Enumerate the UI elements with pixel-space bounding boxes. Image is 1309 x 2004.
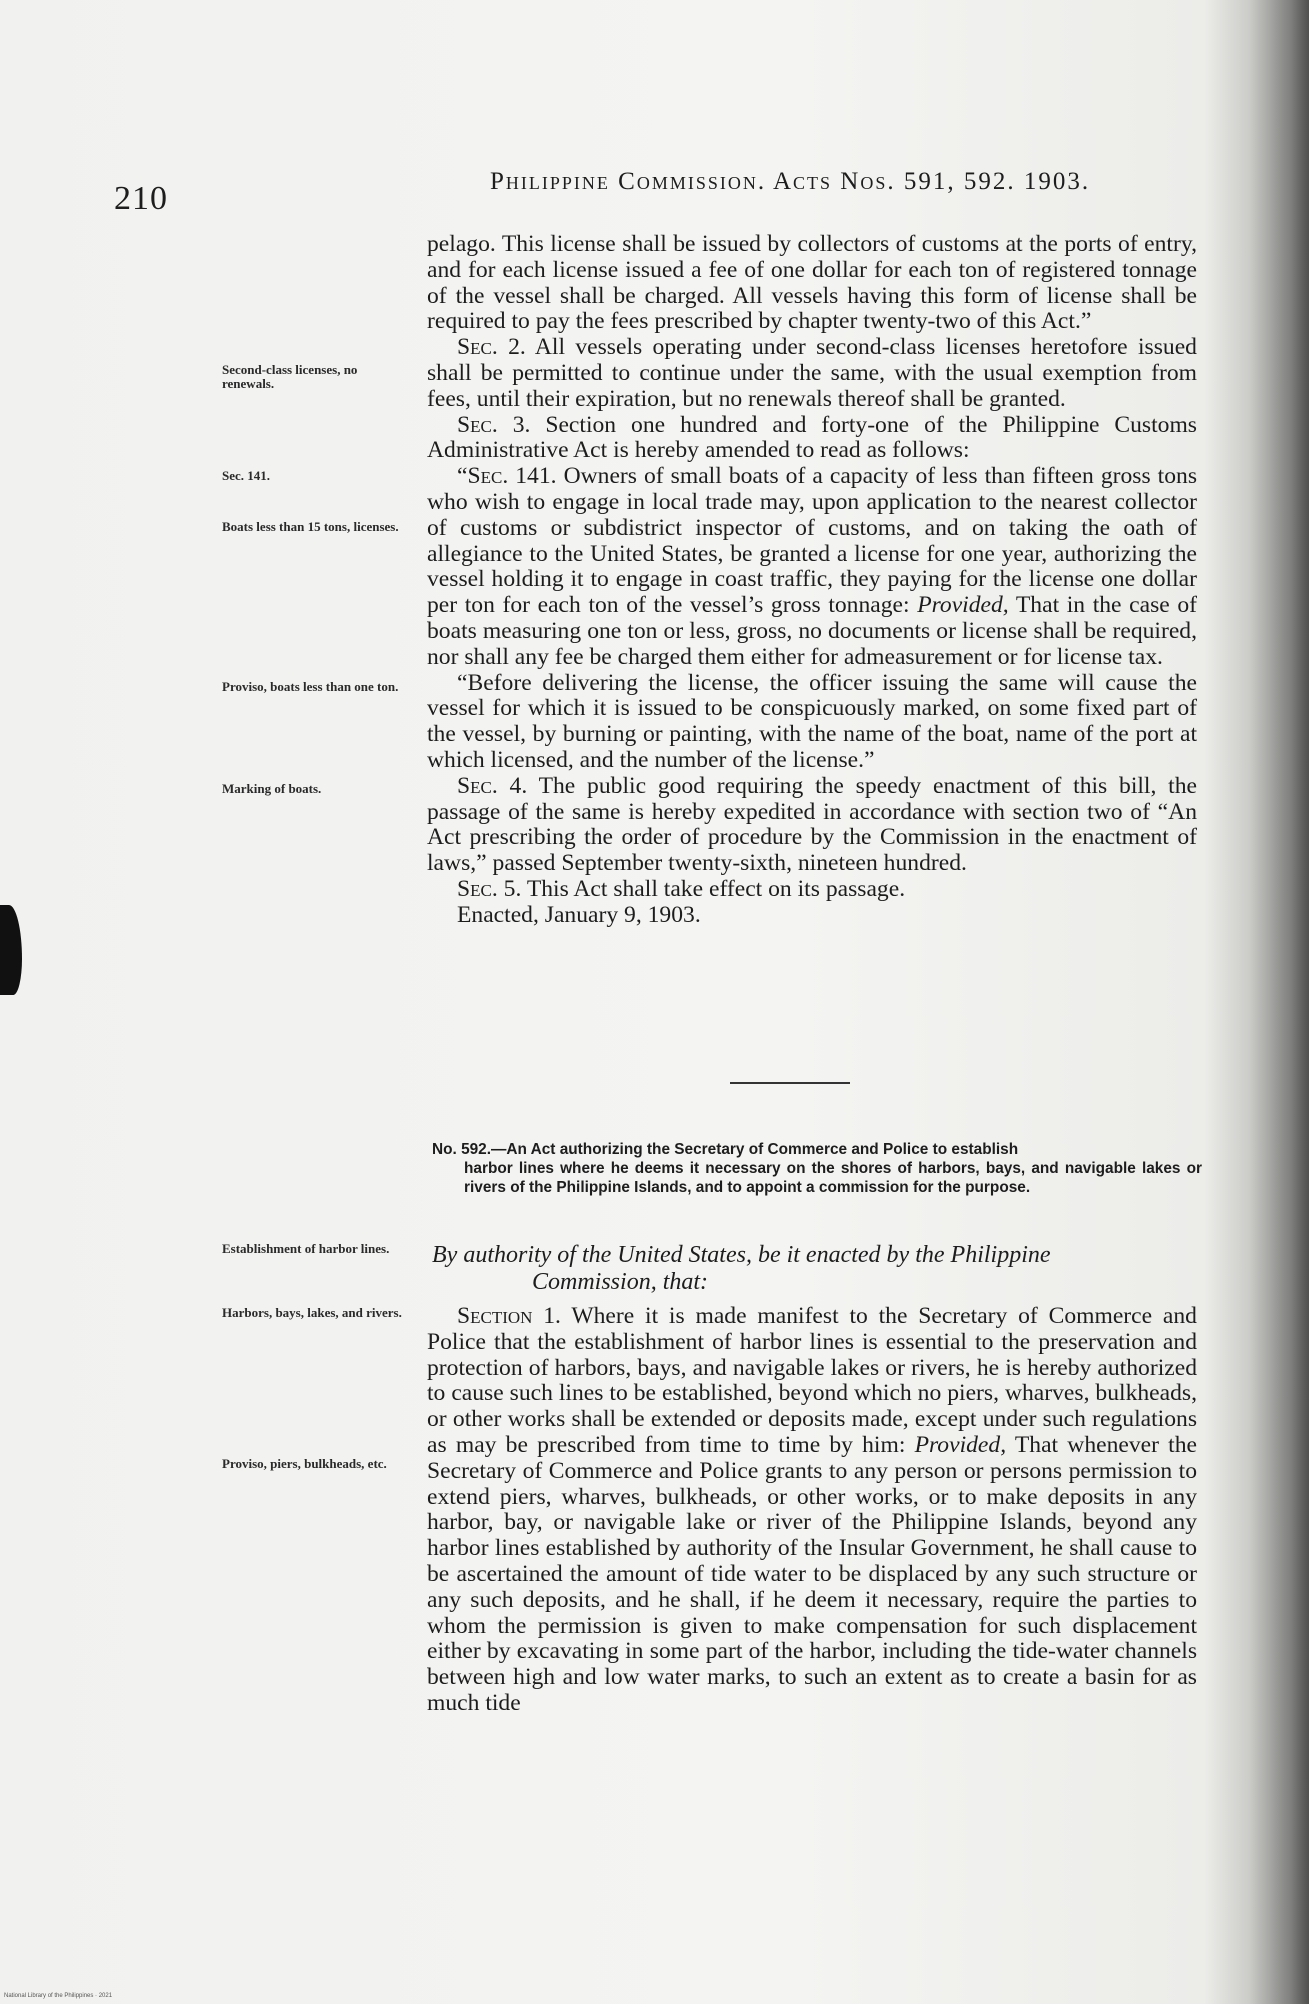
margin-note-boats-less: Boats less than 15 tons, licenses. <box>222 519 399 534</box>
section-3-paragraph <box>427 413 1197 465</box>
margin-note-marking: Marking of boats. <box>222 781 322 796</box>
page-number: 210 <box>114 180 168 217</box>
section-4-label: Sec. 4. <box>457 772 528 799</box>
scan-credit: National Library of the Philippines · 2021 <box>4 1993 113 1999</box>
section-141-paragraph <box>427 464 1197 670</box>
margin-note-harbors: Harbors, bays, lakes, and rivers. <box>222 1305 402 1320</box>
section-2-text: All vessels operating under second-class licenses heretofore issued shall be permitted to continue under the same, with the usual exemption from fees, until their expiration, but no renewals thereof shall be granted. <box>427 334 1197 412</box>
marking-paragraph: “Before delivering the license, the officer issuing the same will cause the vessel for which it is issued to be conspicuously marked, on some fixed part of the vessel, by burning or painting, with the name of the boat, name of the port at which licensed, and the number of the license.” <box>427 669 1197 773</box>
section-1-text-b: That whenever the Secretary of Commerce and Police grants to any person or persons permission to extend piers, wharves, bulkheads, or other works, or to make deposits in any harbor, bay, or navigable lake or river of the Philippine Islands, beyond any harbor lines established by authority of the Insular Government, he shall cause to be ascertained the amount of tide water to be displaced by any such structure or any such deposits, and he shall, if he deem it necessary, require the parties to whom the permission is given to make compensation for such displacement either by excavating in some part of the harbor, including the tide-water channels between high and low water marks, to such an extent as to create a basin for as much tide <box>427 1431 1197 1716</box>
section-141-text-a: Owners of small boats of a capacity of less than fifteen gross tons who wish to engage in local trade may, upon application to the nearest collector of customs or subdistrict inspector of customs, and on taking the oath of allegiance to the United States, be granted a license for one year, authorizing the vessel holding it to engage in coast traffic, they paying for the license one dollar per ton for each ton of the vessel’s gross tonnage: <box>427 463 1198 619</box>
enacting-line-1: By authority of the United States, be it enacted by the Philippine <box>432 1242 1051 1268</box>
section-1-text-a: Where it is made manifest to the Secretary of Commerce and Police that the establishment of harbor lines is essential to the preservation and protection of harbors, bays, and navigable lakes or rivers, he is hereby authorized to cause such lines to be established, beyond which no piers, wharves, bulkheads, or other works shall be extended or deposits made, except under such regulations as may be prescribed from time to time by him: <box>427 1303 1197 1458</box>
act-591-text <box>427 232 1197 929</box>
act-592-text <box>427 1304 1197 1717</box>
margin-note-proviso-piers: Proviso, piers, bulkheads, etc. <box>222 1456 387 1471</box>
section-4-text: The public good requiring the speedy enactment of this bill, the passage of the same is hereby expedited in accordance with section two of “An Act prescribing the order of procedure by the Commission in the enactment of laws,” passed September twenty-sixth, nineteen hundred. <box>427 772 1197 877</box>
enacting-line-2: Commission, that: <box>532 1269 709 1295</box>
section-3-text: Section one hundred and forty-one of the Philippine Customs Administrative Act is hereby amended to read as follows: <box>427 411 1197 464</box>
margin-note-second-class: Second-class licenses, no renewals. <box>222 362 358 391</box>
section-2-label: Sec. 2. <box>457 334 526 361</box>
page-edge-shadow <box>1249 0 1309 2004</box>
running-head: Philippine Commission. Acts Nos. 591, 592. 1903. <box>490 168 1091 195</box>
section-5-label: Sec. 5. <box>457 875 522 902</box>
section-1-paragraph <box>427 1304 1197 1717</box>
section-3-label: Sec. 3. <box>457 411 531 438</box>
continuation-paragraph: pelago. This license shall be issued by collectors of customs at the ports of entry, and for each license issued a fee of one dollar for each ton of registered tonnage of the vessel shall be charged. All vessels having this form of license shall be required to pay the fees prescribed by chapter twenty-two of this Act.” <box>427 231 1197 335</box>
section-2-paragraph <box>427 335 1197 412</box>
section-141-label: “Sec. 141. <box>457 463 557 490</box>
margin-note-proviso-boats: Proviso, boats less than one ton. <box>222 679 399 694</box>
section-5-paragraph <box>427 877 1197 903</box>
margin-note-sec141: Sec. 141. <box>222 468 271 483</box>
margin-note-establishment: Establishment of harbor lines. <box>222 1241 390 1256</box>
enacted-line: Enacted, January 9, 1903. <box>457 901 701 928</box>
section-5-text: This Act shall take effect on its passage. <box>521 875 906 902</box>
section-141-provided: Provided, <box>917 592 1009 619</box>
act-592-title-rest: harbor lines where he deems it necessary on the shores of harbors, bays, and navigable lakes or rivers of the Philippine Islands, and to appoint a commission for the purpose. <box>464 1160 1202 1196</box>
section-1-label: Section 1. <box>457 1303 561 1329</box>
act-592-title <box>432 1140 1202 1197</box>
section-1-provided: Provided, <box>914 1431 1007 1458</box>
scan-artifact <box>0 905 22 995</box>
enacting-clause <box>432 1242 1202 1296</box>
section-divider <box>730 1082 850 1084</box>
act-592-title-lead: No. 592.—An Act authorizing the Secretary of Commerce and Police to establish <box>432 1141 1019 1158</box>
section-141-text-b: That in the case of boats measuring one ton or less, gross, no documents or license shall be required, nor shall any fee be charged them either for admeasurement or for license tax. <box>427 592 1197 670</box>
section-4-paragraph <box>427 774 1197 877</box>
